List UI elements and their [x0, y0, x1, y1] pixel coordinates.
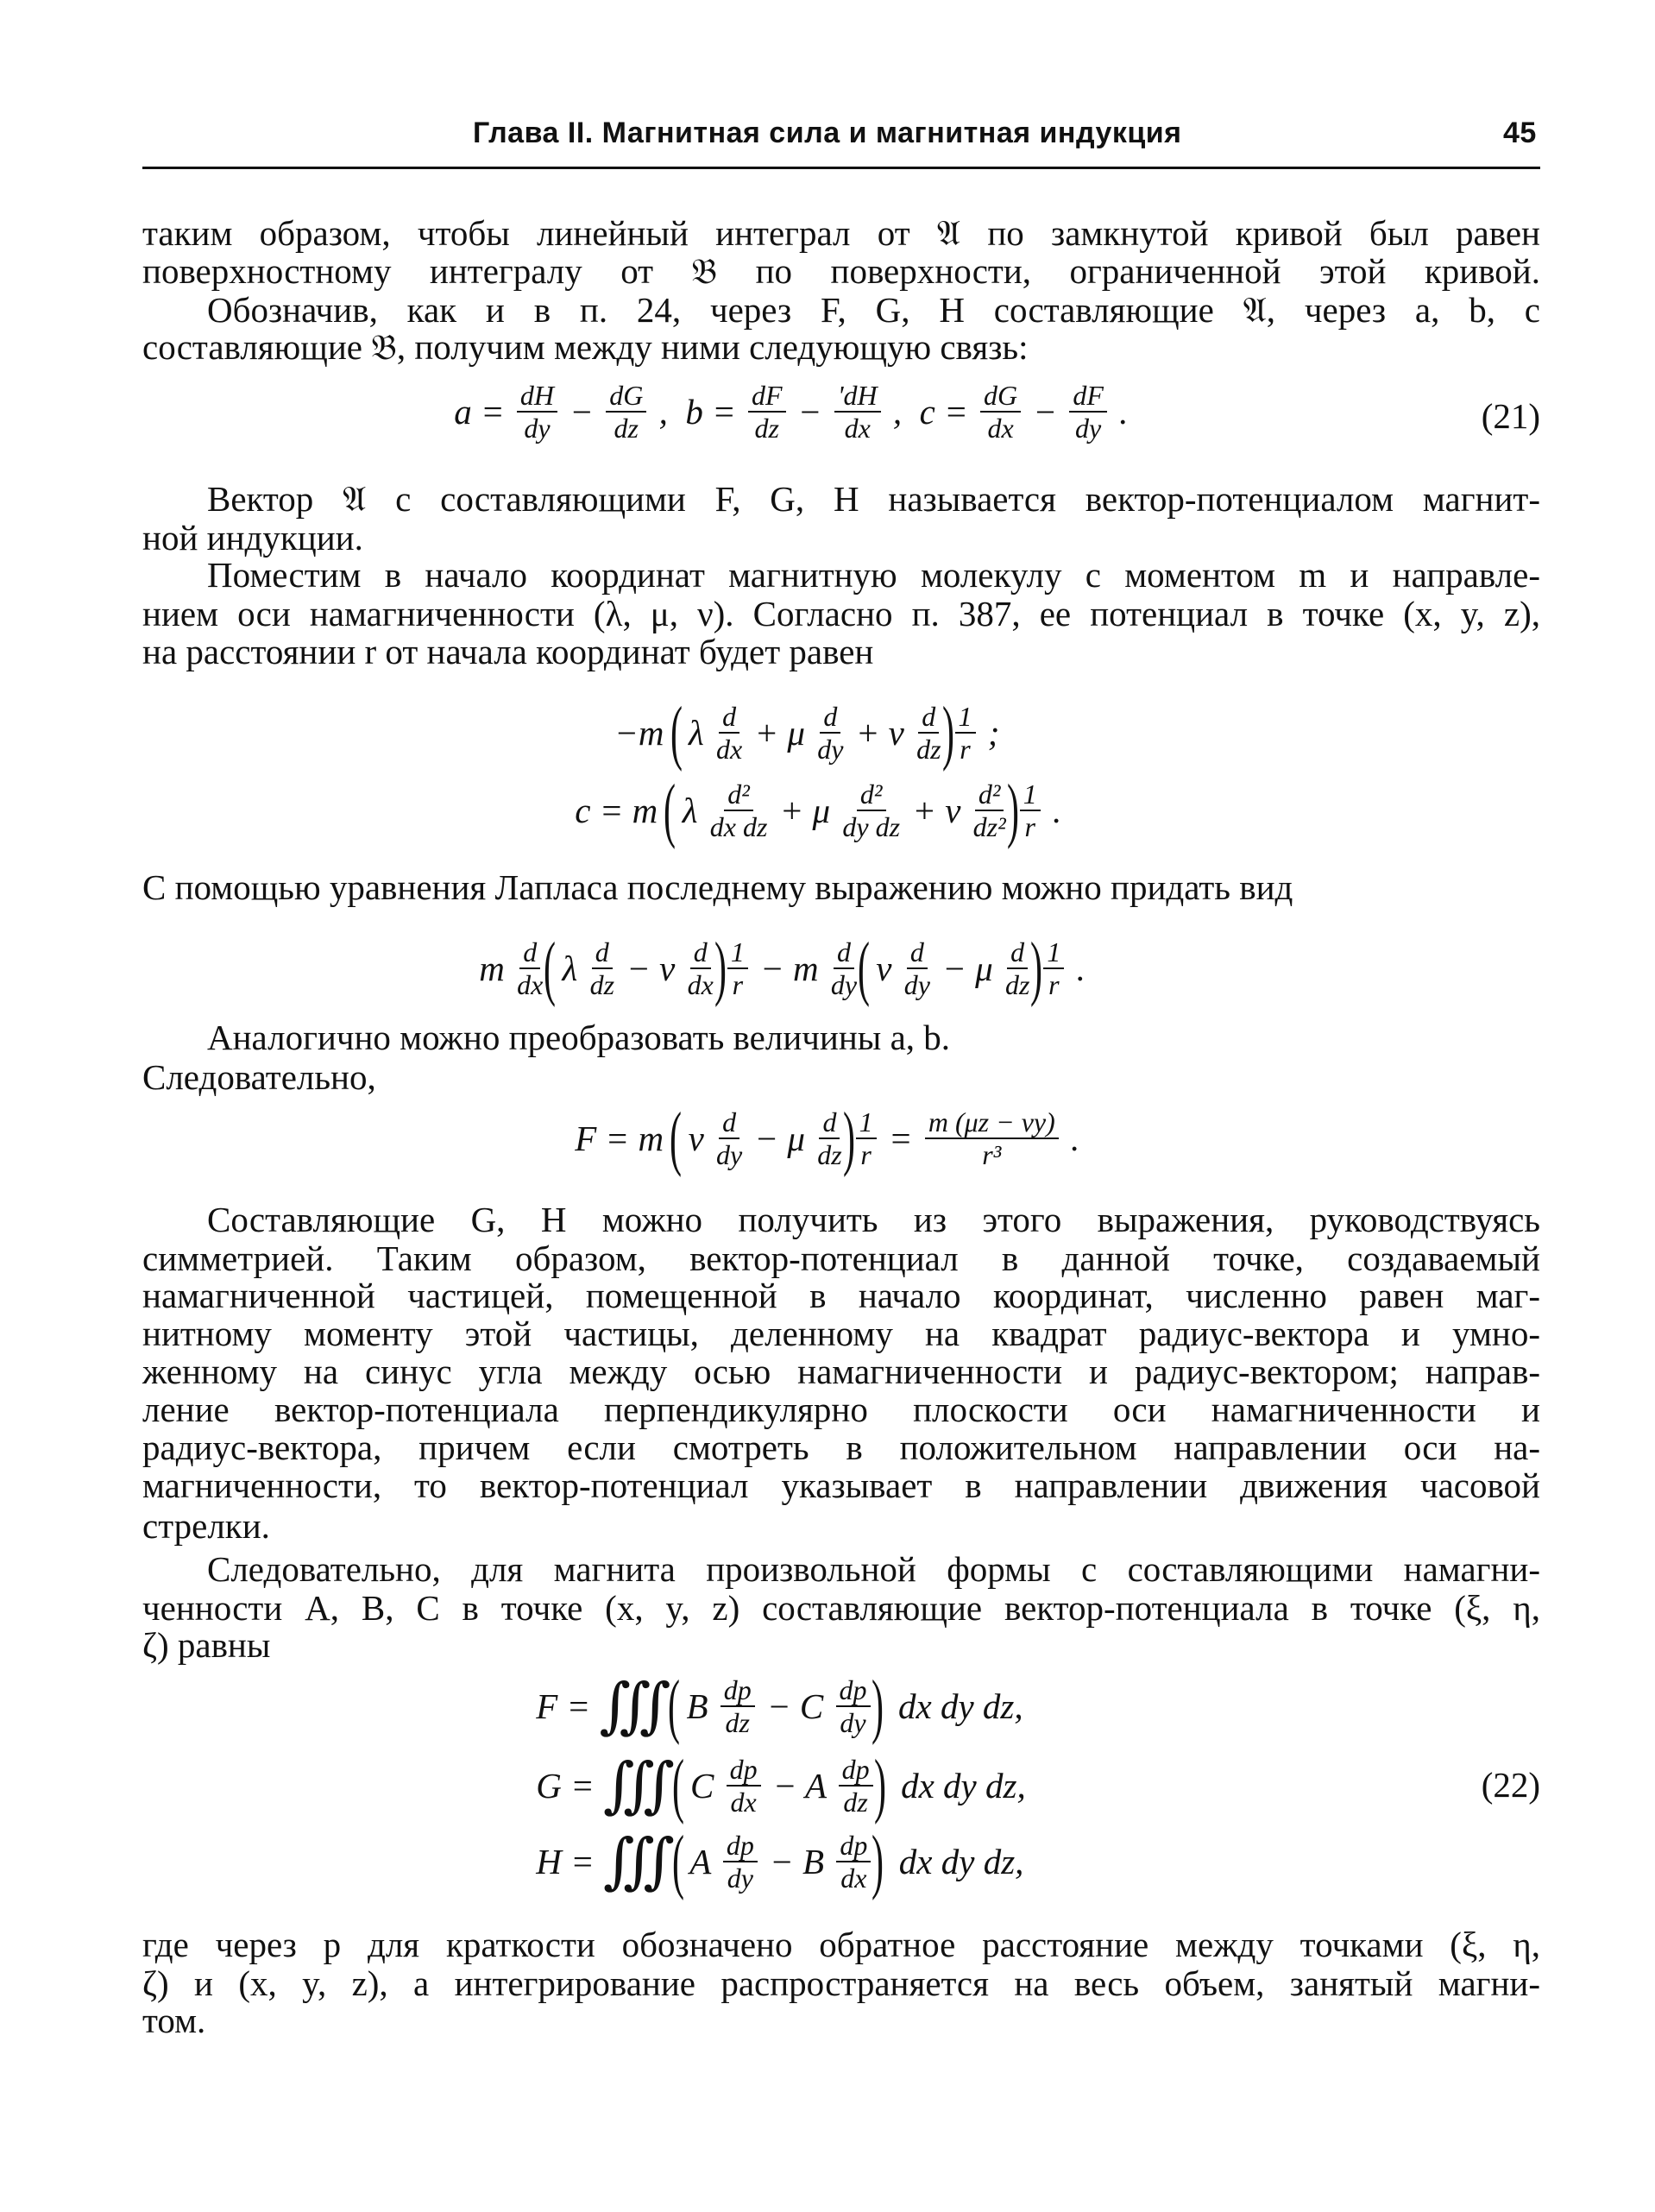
text-line: таким образом, чтобы линейный интеграл от 𝔄 по замкнутой кривой был равен	[142, 213, 1540, 253]
math-term: −	[1024, 392, 1067, 432]
numerator: m (μz − νy)	[925, 1106, 1059, 1139]
fraction	[688, 936, 714, 1000]
equation-21	[445, 380, 1137, 444]
math-term: c = m	[566, 790, 667, 830]
text-line: где через p для краткости обозначено обратное расстояние между точками (ξ, η,	[142, 1925, 1540, 1964]
parenthesis: (	[858, 928, 871, 1008]
denominator: r	[860, 1138, 872, 1170]
numerator: dH	[517, 380, 557, 413]
fraction	[955, 701, 976, 765]
math-term: ν	[679, 1118, 714, 1158]
equation-c	[566, 768, 1070, 852]
fraction	[839, 1754, 873, 1818]
fraction	[1005, 936, 1029, 1000]
triple-integral-sign: ∭	[603, 1829, 675, 1895]
math-term: .	[1043, 790, 1071, 830]
math-term: −	[789, 392, 831, 432]
numerator: d	[918, 701, 939, 734]
text-line: составляющие 𝔅, получим между ними следующую связь:	[142, 327, 1029, 367]
math-term: − μ	[746, 1118, 815, 1158]
text-line: Вектор 𝔄 с составляющими F, G, H называется вектор-потенциалом магнит-	[207, 479, 1540, 519]
text-line: женному на синус угла между осью намагниченности и радиус-вектором; направ-	[142, 1352, 1540, 1391]
equation-22-F	[527, 1664, 1032, 1748]
math-term: + μ	[771, 790, 840, 830]
text-line: Составляющие G, H можно получить из этого выражения, руководствуясь	[207, 1200, 1540, 1239]
numerator: dp	[836, 1674, 871, 1707]
math-term: ;	[979, 712, 1009, 753]
parenthesis: )	[1006, 770, 1019, 850]
denominator: dz²	[972, 810, 1006, 842]
page-number: 45	[1503, 117, 1537, 149]
numerator: dG	[606, 380, 646, 413]
parenthesis: (	[668, 1666, 681, 1746]
numerator: d	[690, 936, 711, 969]
parenthesis: )	[1030, 928, 1043, 1008]
fraction	[925, 1106, 1059, 1170]
parenthesis: )	[871, 1666, 884, 1746]
denominator: dz	[817, 1138, 842, 1170]
math-term: dx dy dz,	[881, 1841, 1033, 1881]
parenthesis: )	[714, 928, 727, 1008]
text-line: ление вектор-потенциала перпендикулярно плоскости оси намагниченности и	[142, 1390, 1540, 1429]
math-term: − A	[764, 1765, 835, 1806]
parenthesis: (	[671, 1745, 684, 1825]
math-term: dx dy dz,	[883, 1765, 1035, 1806]
parenthesis: (	[671, 1821, 684, 1901]
fraction	[834, 380, 881, 444]
numerator: d	[592, 936, 613, 969]
equation-number-21: (21)	[1481, 396, 1540, 436]
math-term: =	[879, 1118, 922, 1158]
denominator: dx	[687, 968, 714, 1000]
math-term: F =	[527, 1686, 600, 1726]
numerator: d	[907, 936, 928, 969]
fraction	[842, 778, 900, 842]
text-line: Поместим в начало координат магнитную молекулу с моментом m и направле-	[207, 555, 1540, 595]
fraction	[517, 380, 557, 444]
parenthesis: )	[842, 1098, 855, 1178]
math-term: ν	[867, 948, 901, 988]
math-term: + ν	[903, 790, 970, 830]
math-term: λ	[553, 948, 587, 988]
triple-integral-sign: ∭	[603, 1753, 675, 1819]
parenthesis: (	[670, 692, 683, 772]
fraction	[1043, 936, 1064, 1000]
equation-22-H	[527, 1819, 1033, 1903]
denominator: dy	[830, 968, 858, 1000]
denominator: r	[732, 968, 744, 1000]
parenthesis: (	[544, 928, 557, 1008]
fraction	[727, 1754, 761, 1818]
fraction	[980, 380, 1021, 444]
text-line: том.	[142, 2001, 206, 2040]
denominator: dy	[903, 968, 930, 1000]
math-term: H =	[527, 1841, 604, 1881]
text-line: Следовательно, для магнита произвольной формы с составляющими намагни-	[207, 1549, 1540, 1589]
math-term: .	[1061, 1118, 1089, 1158]
math-term: + μ	[746, 712, 815, 753]
denominator: dz	[1004, 968, 1030, 1000]
text-line: нием оси намагниченности (λ, μ, ν). Согласно п. 387, ее потенциал в точке (x, y, z),	[142, 594, 1540, 633]
numerator: 1	[727, 936, 748, 969]
denominator: dx dz	[709, 810, 768, 842]
denominator: dy	[840, 1706, 866, 1738]
numerator: 1	[1020, 778, 1041, 811]
denominator: dz	[754, 413, 779, 444]
fraction	[606, 380, 646, 444]
math-term: G =	[527, 1765, 604, 1806]
math-term: C	[681, 1765, 723, 1806]
denominator: dx	[730, 1786, 757, 1818]
numerator: d²	[724, 778, 753, 811]
text-line: ζ) равны	[142, 1625, 271, 1665]
math-term: a =	[445, 392, 513, 432]
numerator: d	[834, 936, 854, 969]
denominator: dy	[716, 1138, 743, 1170]
denominator: dz	[725, 1706, 750, 1738]
text-line: симметрией. Таким образом, вектор-потенциал в данной точке, создаваемый	[142, 1238, 1540, 1278]
numerator: dp	[721, 1674, 755, 1707]
text-line: Аналогично можно преобразовать величины a, b.	[207, 1018, 951, 1057]
text-line: радиус-вектора, причем если смотреть в положительном направлении оси на-	[142, 1427, 1540, 1467]
math-term: .	[1067, 948, 1095, 988]
numerator: d²	[857, 778, 886, 811]
fraction	[817, 1106, 841, 1170]
numerator: dF	[1069, 380, 1107, 413]
fraction	[716, 701, 742, 765]
text-line: ζ) и (x, y, z), а интегрирование распространяется на весь объем, занятый магни-	[142, 1963, 1540, 2003]
text-line: намагниченной частицей, помещенной в начало координат, численно равен маг-	[142, 1276, 1540, 1315]
numerator: 1	[1043, 936, 1064, 969]
numerator: 1	[856, 1106, 877, 1139]
fraction	[590, 936, 614, 1000]
text-line: нитному моменту этой частицы, деленному на квадрат радиус-вектора и умно-	[142, 1314, 1540, 1353]
parenthesis: (	[664, 770, 676, 850]
denominator: dx	[517, 968, 544, 1000]
fraction	[517, 936, 543, 1000]
fraction	[1020, 778, 1041, 842]
math-term: A	[681, 1841, 720, 1881]
fraction	[710, 778, 768, 842]
denominator: dx	[716, 733, 743, 765]
denominator: dy	[727, 1862, 753, 1894]
equation-F	[566, 1096, 1089, 1180]
math-term: − B	[760, 1841, 834, 1881]
denominator: dy	[524, 413, 551, 444]
fraction	[1069, 380, 1107, 444]
text-line: ченности A, B, C в точке (x, y, z) составляющие вектор-потенциала в точке (ξ, η,	[142, 1588, 1540, 1628]
math-term: − μ	[933, 948, 1002, 988]
math-term: m	[470, 948, 514, 988]
numerator: d	[719, 701, 739, 734]
numerator: d	[1007, 936, 1028, 969]
fraction	[727, 936, 748, 1000]
math-term: −m	[606, 712, 673, 753]
fraction	[836, 1674, 871, 1738]
denominator: r	[1048, 968, 1060, 1000]
running-header-title: Глава II. Магнитная сила и магнитная индукция	[473, 117, 1182, 149]
numerator: 1	[955, 701, 976, 734]
denominator: dy	[1074, 413, 1102, 444]
math-term: F = m	[566, 1118, 673, 1158]
numerator: d	[719, 1106, 739, 1139]
parenthesis: )	[873, 1745, 886, 1825]
equation-number-22: (22)	[1481, 1765, 1540, 1805]
math-term: − C	[758, 1686, 833, 1726]
fraction	[748, 380, 786, 444]
math-term: λ	[679, 712, 714, 753]
text-line: на расстоянии r от начала координат будет равен	[142, 632, 874, 671]
math-term: + ν	[846, 712, 914, 753]
fraction	[721, 1674, 755, 1738]
denominator: dz	[916, 733, 941, 765]
denominator: dy	[817, 733, 844, 765]
numerator: 'dH	[834, 380, 881, 413]
denominator: r	[960, 733, 971, 765]
denominator: r	[1024, 810, 1035, 842]
fraction	[973, 778, 1006, 842]
fraction	[916, 701, 941, 765]
math-term: , b =	[650, 392, 745, 432]
denominator: dz	[843, 1786, 868, 1818]
numerator: d²	[975, 778, 1004, 811]
numerator: dG	[980, 380, 1021, 413]
triple-integral-sign: ∭	[599, 1673, 671, 1740]
numerator: d	[519, 936, 540, 969]
denominator: r³	[982, 1138, 1002, 1170]
math-term: dx dy dz,	[880, 1686, 1032, 1726]
numerator: dF	[748, 380, 786, 413]
text-line: Обозначив, как и в п. 24, через F, G, H составляющие 𝔄, через a, b, c	[207, 290, 1540, 330]
numerator: d	[820, 701, 840, 734]
denominator: dy dz	[842, 810, 901, 842]
equation-laplace-form	[470, 926, 1094, 1010]
denominator: dx	[844, 413, 871, 444]
math-term: B	[677, 1686, 717, 1726]
fraction	[723, 1830, 758, 1894]
numerator: dp	[836, 1830, 871, 1862]
denominator: dz	[614, 413, 639, 444]
text-line: поверхностному интегралу от 𝔅 по поверхности, ограниченной этой кривой.	[142, 251, 1540, 291]
math-term: − ν	[618, 948, 684, 988]
math-term: λ	[673, 790, 707, 830]
text-line: стрелки.	[142, 1506, 270, 1546]
parenthesis: )	[941, 692, 954, 772]
denominator: dx	[840, 1862, 867, 1894]
text-line: Следовательно,	[142, 1057, 376, 1097]
math-term: −	[561, 392, 603, 432]
equation-potential	[606, 690, 1009, 774]
fraction	[716, 1106, 742, 1170]
denominator: dx	[987, 413, 1014, 444]
fraction	[831, 936, 857, 1000]
text-line: С помощью уравнения Лапласа последнему выражению можно придать вид	[142, 867, 1293, 907]
math-term: , c =	[884, 392, 978, 432]
fraction	[817, 701, 843, 765]
header-rule	[142, 167, 1540, 169]
math-term: − m	[751, 948, 828, 988]
equation-22-G	[527, 1743, 1035, 1827]
parenthesis: (	[670, 1098, 683, 1178]
numerator: dp	[723, 1830, 758, 1862]
numerator: dp	[727, 1754, 761, 1787]
fraction	[836, 1830, 871, 1894]
text-line: магниченности, то вектор-потенциал указывает в направлении движения часовой	[142, 1465, 1540, 1505]
parenthesis: )	[872, 1821, 884, 1901]
numerator: d	[819, 1106, 840, 1139]
text-line: ной индукции.	[142, 518, 363, 558]
fraction	[904, 936, 930, 1000]
numerator: dp	[839, 1754, 873, 1787]
fraction	[856, 1106, 877, 1170]
denominator: dz	[589, 968, 615, 1000]
math-term: .	[1110, 392, 1137, 432]
